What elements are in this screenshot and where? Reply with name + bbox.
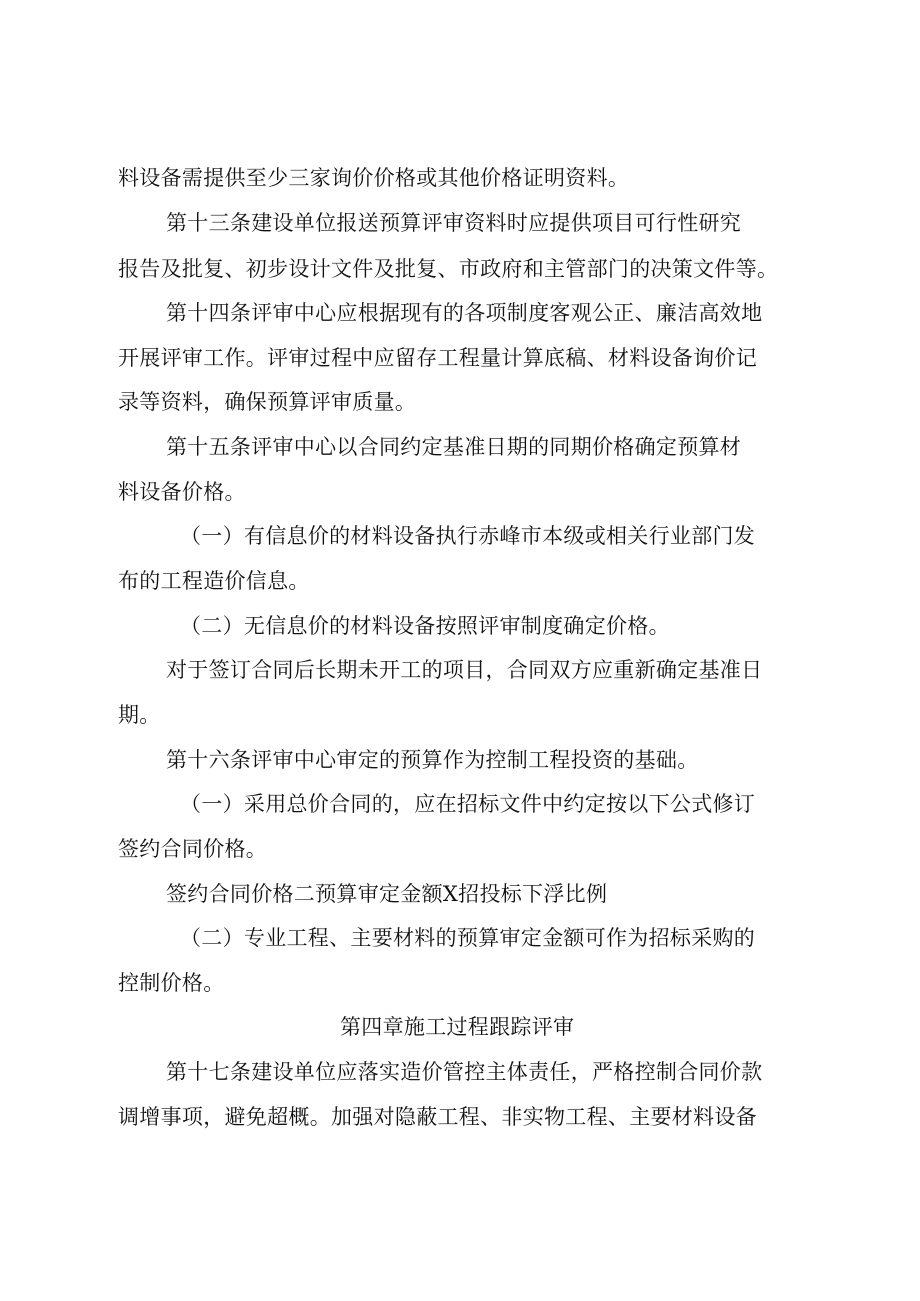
article-16-item-2-line-1: （二）专业工程、主要材料的预算审定金额可作为招标采购的 (180, 926, 756, 950)
article-14-line-1: 第十四条评审中心应根据现有的各项制度客观公正、廉洁高效地 (166, 301, 763, 325)
article-17-line-1: 第十七条建设单位应落实造价管控主体责任，严格控制合同价款 (166, 1060, 763, 1084)
article-17-line-2: 调增事项，避免超概。加强对隐蔽工程、非实物工程、主要材料设备 (118, 1105, 757, 1129)
article-16-line-1: 第十六条评审中心审定的预算作为控制工程投资的基础。 (166, 748, 699, 772)
article-16-item-1-line-1: （一）采用总价合同的，应在招标文件中约定按以下公式修订 (180, 792, 756, 816)
chapter-heading: 第四章施工过程跟踪评审 (340, 1015, 575, 1039)
text-line: 料设备需提供至少三家询价价格或其他价格证明资料。 (118, 166, 630, 190)
article-16-item-1-line-2: 签约合同价格。 (118, 837, 268, 861)
article-15-note-line-2: 期。 (118, 703, 161, 727)
article-16-item-2-line-2: 控制价格。 (118, 971, 225, 995)
article-15-item-1-line-1: （一）有信息价的材料设备执行赤峰市本级或相关行业部门发 (180, 524, 756, 548)
formula-line: 签约合同价格二预算审定金额X招投标下浮比例 (166, 882, 608, 906)
article-15-line-1: 第十五条评审中心以合同约定基准日期的同期价格确定预算材 (166, 435, 742, 459)
article-14-line-3: 录等资料，确保预算评审质量。 (118, 390, 417, 414)
article-15-item-2: （二）无信息价的材料设备按照评审制度确定价格。 (180, 614, 670, 638)
article-13-line-1: 第十三条建设单位报送预算评审资料时应提供项目可行性研究 (166, 211, 742, 235)
article-14-line-2: 开展评审工作。评审过程中应留存工程量计算底稿、材料设备询价记 (118, 346, 757, 370)
article-15-item-1-line-2: 布的工程造价信息。 (118, 569, 310, 593)
article-13-line-2: 报告及批复、初步设计文件及批复、市政府和主管部门的决策文件等。 (118, 257, 779, 281)
article-15-line-2: 料设备价格。 (118, 480, 246, 504)
article-15-note-line-1: 对于签订合同后长期未开工的项目，合同双方应重新确定基准日 (166, 658, 763, 682)
